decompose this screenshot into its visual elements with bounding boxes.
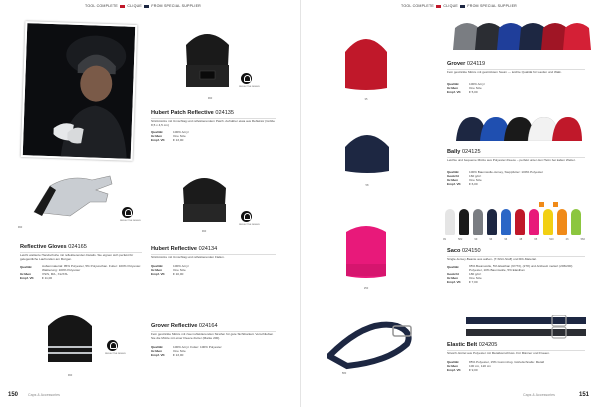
- spec-key: Gewicht: [447, 174, 460, 178]
- footer-text-right: Caps & Accessories: [523, 393, 555, 397]
- product-description: Leichte und bequeme Mütze aus Polyester-Fleece – perfekt unter den Helm bei kalten Wetter.: [447, 158, 576, 162]
- color-swatch: [459, 209, 469, 235]
- swatch-code: 520: [549, 238, 554, 241]
- spec-row: [447, 265, 585, 272]
- spec-table-grover-reflective: [151, 345, 276, 357]
- spec-key: Empf. VK: [151, 138, 165, 142]
- product-image-grover-red: [341, 30, 391, 92]
- color-swatch: [473, 209, 483, 235]
- spec-value: € 7,00: [469, 280, 478, 285]
- spec-key: Qualität: [447, 265, 459, 269]
- spec-key: Größen: [20, 272, 32, 277]
- spec-value: 85% Polyester, 15% Gummizug. Gürtelschnalle: Metall: [469, 360, 544, 364]
- spec-row: [151, 138, 276, 142]
- page-number-left: 150: [8, 392, 19, 398]
- lifestyle-photo: [23, 23, 136, 159]
- image-number: 35: [364, 98, 368, 101]
- product-name: Reflective Gloves: [20, 244, 67, 250]
- badge-label: REFLECTIVE DESIGN: [239, 86, 260, 88]
- spec-row: [447, 368, 585, 372]
- header-label: TOOL COMPLETE: [401, 4, 434, 8]
- swatch-code: 48: [519, 238, 523, 241]
- reflective-badge: [241, 73, 252, 84]
- color-swatch: [515, 209, 525, 235]
- spec-key: Qualität: [151, 264, 163, 268]
- swatch-code: 96: [489, 238, 493, 241]
- swatch-code: 582: [580, 238, 585, 241]
- product-image-bally-navy: [341, 125, 393, 175]
- spec-key: Qualität: [151, 345, 163, 349]
- color-swatch: [501, 209, 511, 235]
- color-swatch: [571, 209, 581, 235]
- spec-key: Empf. VK: [447, 280, 461, 285]
- page-header-right: [401, 4, 517, 8]
- spec-value: € 13,00: [173, 353, 184, 357]
- spec-key: Qualität: [447, 82, 459, 86]
- spec-value: Außenmaterial: 95% Polyester, 5% Polyurethan. Futter: 100% Polyester. Wattierung: 100% Polyester: [42, 264, 142, 272]
- color-swatch: [445, 209, 455, 235]
- swatch-code: 99: [474, 238, 478, 241]
- badge-label: REFLECTIVE DESIGN: [105, 353, 126, 355]
- swatch-code: 96: [504, 238, 508, 241]
- lifestyle-photo-frame: [21, 21, 138, 161]
- product-name: Grover: [447, 61, 466, 67]
- spec-row: [20, 265, 142, 272]
- spec-key: Größen: [151, 268, 163, 272]
- header-label: FROM SPECIAL SUPPLIER: [151, 4, 201, 8]
- product-image-hubert-patch: [180, 25, 235, 95]
- reflective-badge: [122, 207, 133, 218]
- product-code: 024205: [478, 342, 498, 348]
- product-code: 024164: [198, 323, 218, 329]
- swatch-code: 26: [565, 238, 569, 241]
- spec-row: [447, 280, 585, 284]
- product-description: Leicht wattierte Handschuhe mit reflektierenden Details. Sie eignen sich perfekt für gelegentliche Laufrunden am Morgen.: [20, 253, 134, 261]
- spec-key: Empf. VK: [447, 182, 461, 186]
- product-description: Single-Jersey-Beanie aus außen- (T-Shirt-Stoff) und Rib-Material.: [447, 257, 537, 261]
- product-title-saco: [447, 248, 481, 254]
- spec-key: Gewicht: [447, 272, 460, 277]
- badge-label: REFLECTIVE DESIGN: [239, 224, 260, 226]
- spec-value: 100% Baumwolle-Jersey, Steppfutter: 100% Polyester: [469, 170, 544, 174]
- swatch-code: 95: [534, 238, 538, 241]
- page-number-right: 151: [579, 392, 590, 398]
- header-label: CLIQUE: [443, 4, 458, 8]
- page-header-left: [85, 4, 201, 8]
- spec-value: 100% Acryl. Futter: 100% Polyester: [173, 345, 222, 349]
- spec-value: 100 cm, 120 cm: [469, 364, 492, 368]
- product-description: Stretch-Gürtel aus Polyester mit Metallverschluss. Für Männer und Frauen.: [447, 351, 550, 355]
- reflective-badge: [241, 211, 252, 222]
- product-name: Grover Reflective: [151, 323, 198, 329]
- spec-key: Empf. VK: [151, 272, 165, 276]
- product-code: 024125: [461, 149, 481, 155]
- image-number: 990: [201, 230, 207, 233]
- image-number: 990: [17, 226, 23, 229]
- spec-key: Qualität: [447, 170, 459, 174]
- color-swatch: [529, 209, 539, 235]
- spec-value: 100% Acryl: [173, 130, 189, 134]
- spec-value: One Size: [469, 178, 482, 182]
- spec-table-grover: [447, 82, 585, 94]
- product-code: 024150: [461, 248, 481, 254]
- product-name: Elastic Belt: [447, 342, 478, 348]
- spec-key: Größen: [447, 276, 459, 281]
- spec-row: [447, 182, 585, 186]
- grover-color-variants: [453, 20, 593, 50]
- spec-value: € 9,00: [469, 368, 478, 372]
- product-description: Fein gestrickte Mütze mit gestricktem Saum — leichte Qualität für Laufen und Walk.: [447, 70, 562, 74]
- spec-key: Größen: [447, 364, 459, 368]
- spec-value: One Size: [173, 134, 186, 138]
- footer-text-left: Caps & Accessories: [28, 393, 60, 397]
- spec-value: € 6,00: [469, 182, 478, 186]
- header-mark-navy: [144, 5, 149, 8]
- spec-table-elastic-belt: [447, 360, 585, 372]
- product-code: 024119: [466, 61, 486, 67]
- spec-row: [447, 90, 585, 94]
- product-title-grover: [447, 61, 485, 67]
- product-title-grover-reflective: [151, 323, 218, 329]
- spec-key: Größen: [151, 134, 163, 138]
- product-name: Bally: [447, 149, 461, 155]
- spec-value: 95% Baumwolle, 5% Elasthan (97/73), (278) und Antbeutt meliert (206/200) Polyester, 10% Baumwolle, 5% Elasthan: [469, 264, 573, 272]
- product-code: 024165: [68, 244, 87, 250]
- saco-swatch-codes: [443, 238, 585, 241]
- image-number: 580: [341, 372, 347, 375]
- spec-value: One Size: [173, 268, 186, 272]
- header-mark-red: [436, 5, 441, 8]
- spec-key: Qualität: [20, 265, 32, 269]
- spec-value: One Size: [469, 86, 482, 90]
- spec-value: 100% Acryl: [469, 82, 485, 86]
- spec-value: 100% Acryl: [173, 264, 189, 268]
- belt-color-variants: [466, 315, 586, 339]
- spec-key: Qualität: [151, 130, 163, 134]
- product-image-gloves: [30, 172, 115, 222]
- new-color-tag: [553, 202, 558, 207]
- header-label: FROM SPECIAL SUPPLIER: [467, 4, 517, 8]
- product-name: Hubert Patch Reflective: [151, 110, 214, 116]
- product-title-bally: [447, 149, 481, 155]
- spec-table-hubert-reflective: [151, 264, 276, 276]
- spec-key: Empf. VK: [20, 276, 34, 281]
- spec-key: Qualität: [447, 360, 459, 364]
- spec-value: One Size: [173, 349, 186, 353]
- reflective-badge: [107, 340, 118, 351]
- spec-value: € 11,00: [42, 276, 53, 281]
- spec-value: One Size: [469, 276, 482, 281]
- color-swatch: [487, 209, 497, 235]
- swatch-code: 582: [457, 238, 463, 241]
- spec-key: Größen: [447, 86, 459, 90]
- header-mark-red: [120, 5, 125, 8]
- spec-value: € 5,00: [469, 90, 478, 94]
- spec-table-saco: [447, 265, 585, 284]
- spec-key: Größen: [447, 178, 459, 182]
- spec-table-hubert-patch: [151, 130, 276, 142]
- product-image-hubert-reflective: [177, 170, 232, 228]
- swatch-code: 99: [443, 238, 446, 241]
- product-image-saco-pink: [342, 218, 390, 280]
- product-description: Strickmütze mit Umschlag und reflektierendem Patch. Aufnäher etwa aus Reflektor (Größe 8,5 x 4,5 cm): [151, 119, 275, 127]
- spec-key: Größen: [151, 349, 163, 353]
- header-label: TOOL COMPLETE: [85, 4, 118, 8]
- image-number: 58: [365, 184, 369, 187]
- spec-row: [151, 353, 276, 357]
- product-image-elastic-belt: [327, 316, 417, 370]
- header-label: CLIQUE: [127, 4, 142, 8]
- product-description: Strickmütze mit Umschlag und reflektierenden Fäden.: [151, 255, 225, 259]
- header-mark-navy: [460, 5, 465, 8]
- spec-value: 160 g/m²: [469, 174, 482, 178]
- spec-key: Empf. VK: [151, 353, 165, 357]
- product-code: 024135: [215, 110, 235, 116]
- bally-color-variants: [456, 117, 586, 141]
- spec-value: € 10,00: [173, 272, 184, 276]
- spec-row: [20, 276, 142, 280]
- product-description: Fein gestrickte Mütze mit zwei reflektierenden Streifen für gute Sichtbarkeit. Verschließen Sie die Mütze mit einer Fleece-Futter (Marke 200).: [151, 332, 274, 340]
- color-swatch: [543, 209, 553, 235]
- spec-row: [151, 272, 276, 276]
- product-title-hubert-reflective: [151, 246, 217, 252]
- image-number: 250: [363, 287, 369, 290]
- spec-table-bally: [447, 170, 585, 186]
- product-title-gloves: [20, 244, 87, 250]
- spec-value: € 13,00: [173, 138, 184, 142]
- color-swatch: [557, 209, 567, 235]
- product-image-grover-reflective: [42, 308, 98, 366]
- product-name: Hubert Reflective: [151, 246, 198, 252]
- product-name: Saco: [447, 248, 461, 254]
- new-color-tag: [539, 202, 544, 207]
- spec-key: Empf. VK: [447, 90, 461, 94]
- image-number: 990: [207, 97, 213, 100]
- page-right: [300, 0, 600, 407]
- spec-value: XS/S, M/L, XL/XXL: [42, 272, 69, 277]
- image-number: 990: [67, 374, 73, 377]
- product-title-hubert-patch: [151, 110, 234, 116]
- spec-key: Empf. VK: [447, 368, 461, 372]
- product-code: 024134: [198, 246, 218, 252]
- spec-value: 180 g/m²: [469, 272, 482, 277]
- spec-table-gloves: [20, 265, 142, 280]
- product-title-elastic-belt: [447, 342, 497, 348]
- badge-label: REFLECTIVE DESIGN: [120, 220, 141, 222]
